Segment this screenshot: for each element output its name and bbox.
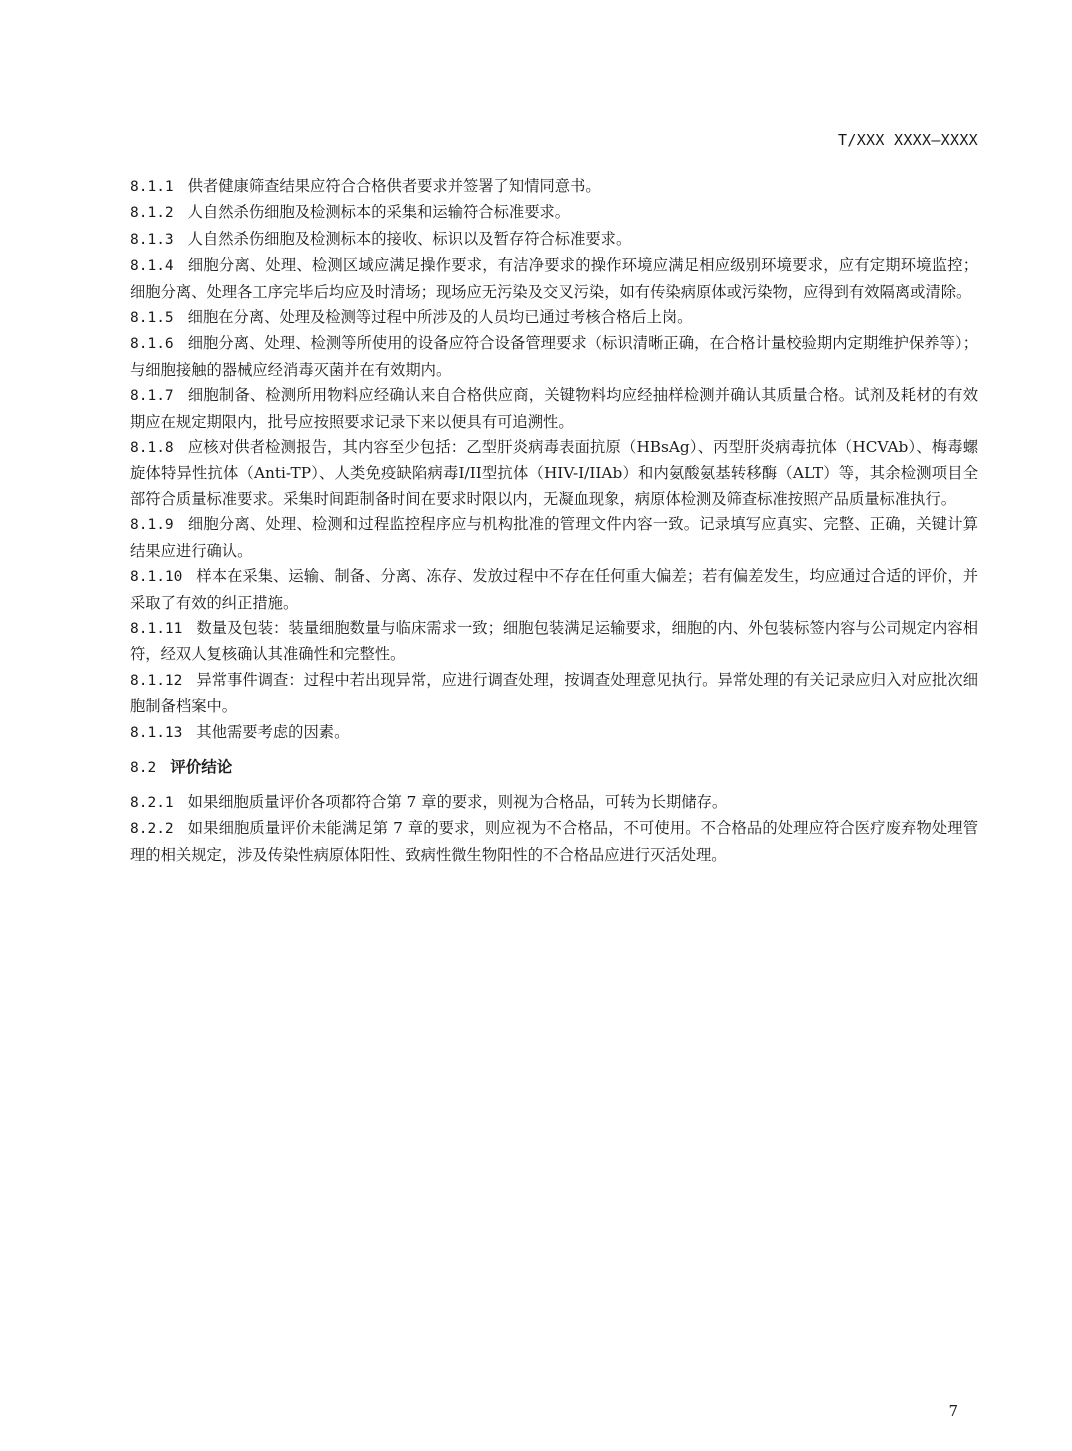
clause-8-1-7 xyxy=(130,383,978,435)
clause-8-2-2 xyxy=(130,816,978,868)
clause-8-1-2 xyxy=(130,200,978,226)
clause-text: 如果细胞质量评价各项都符合第 7 章的要求，则视为合格品，可转为长期储存。 xyxy=(187,792,728,811)
clause-number: 8.2.2 xyxy=(130,821,174,838)
clause-number: 8.1.13 xyxy=(130,724,183,741)
clause-text: 其他需要考虑的因素。 xyxy=(196,722,350,741)
clause-number: 8.1.10 xyxy=(130,569,183,586)
clause-text: 人自然杀伤细胞及检测标本的采集和运输符合标准要求。 xyxy=(187,203,571,222)
clause-text: 供者健康筛查结果应符合合格供者要求并签署了知情同意书。 xyxy=(187,177,601,195)
clause-number: 8.1.7 xyxy=(130,388,174,405)
clause-text: 细胞分离、处理、检测区域应满足操作要求，有洁净要求的操作环境应满足相应级别环境要求，应有定期环境监控；细胞分离、处理各工序完毕后均应及时清场；现场应无污染及交叉污染，如有传染病原体或污染物，应得到有效隔离或清除。 xyxy=(130,256,978,301)
clause-number: 8.2.1 xyxy=(130,794,174,811)
clause-number: 8.1.3 xyxy=(130,231,174,248)
page-number: 7 xyxy=(948,1402,958,1420)
clause-number: 8.1.11 xyxy=(130,620,183,637)
clause-text: 数量及包装：装量细胞数量与临床需求一致；细胞包装满足运输要求，细胞的内、外包装标签内容与公司规定内容相符，经双人复核确认其准确性和完整性。 xyxy=(130,618,978,664)
clause-number: 8.1.2 xyxy=(130,205,174,222)
clause-8-1-10 xyxy=(130,564,978,616)
section-number: 8.2 xyxy=(130,759,157,776)
clause-8-1-13 xyxy=(130,720,978,746)
clause-number: 8.1.9 xyxy=(130,517,174,534)
clause-number: 8.1.4 xyxy=(130,258,174,275)
clause-text: 细胞分离、处理、检测和过程监控程序应与机构批准的管理文件内容一致。记录填写应真实、完整、正确，关键计算结果应进行确认。 xyxy=(130,515,978,560)
clause-8-1-8 xyxy=(130,435,978,512)
clause-text: 人自然杀伤细胞及检测标本的接收、标识以及暂存符合标准要求。 xyxy=(187,229,632,248)
document-code: T/XXX XXXX—XXXX xyxy=(838,131,978,149)
clause-8-1-5 xyxy=(130,305,978,331)
clause-text: 细胞分离、处理、检测等所使用的设备应符合设备管理要求（标识清晰正确，在合格计量校验期内定期维护保养等）；与细胞接触的器械应经消毒灭菌并在有效期内。 xyxy=(130,334,978,379)
document-body xyxy=(130,174,978,868)
section-title: 评价结论 xyxy=(170,757,233,776)
clause-8-1-3 xyxy=(130,227,978,253)
clause-8-1-12 xyxy=(130,668,978,720)
clause-8-1-6 xyxy=(130,331,978,383)
clause-text: 细胞在分离、处理及检测等过程中所涉及的人员均已通过考核合格后上岗。 xyxy=(187,308,693,327)
clause-text: 样本在采集、运输、制备、分离、冻存、发放过程中不存在任何重大偏差；若有偏差发生，均应通过合适的评价，并采取了有效的纠正措施。 xyxy=(130,567,978,612)
clause-text: 应核对供者检测报告，其内容至少包括：乙型肝炎病毒表面抗原（HBsAg）、丙型肝炎病毒抗体（HCVAb）、梅毒螺旋体特异性抗体（Anti-TP）、人类免疫缺陷病毒I/II型抗体（HIV-I/IIAb）和内氨酸氨基转移酶（ALT）等，其余检测项目全部符合质量标准要求。采集时间距制备时间在要求时限以内，无凝血现象，病原体检测及筛查标准按照产品质量标准执行。 xyxy=(130,438,978,508)
clause-text: 细胞制备、检测所用物料应经确认来自合格供应商，关键物料均应经抽样检测并确认其质量合格。试剂及耗材的有效期应在规定期限内，批号应按照要求记录下来以便具有可追溯性。 xyxy=(130,386,978,431)
clause-8-1-11 xyxy=(130,616,978,668)
clause-number: 8.1.5 xyxy=(130,310,174,327)
clause-number: 8.1.8 xyxy=(130,440,174,457)
clause-number: 8.1.12 xyxy=(130,672,183,689)
clause-8-1-9 xyxy=(130,512,978,564)
clause-8-1-4 xyxy=(130,253,978,305)
clause-text: 异常事件调查：过程中若出现异常，应进行调查处理，按调查处理意见执行。异常处理的有关记录应归入对应批次细胞制备档案中。 xyxy=(130,670,978,716)
clause-number: 8.1.1 xyxy=(130,179,174,195)
clause-8-2-1 xyxy=(130,790,978,816)
section-heading-8-2 xyxy=(130,755,978,781)
clause-8-1-1 xyxy=(130,174,978,200)
clause-text: 如果细胞质量评价未能满足第 7 章的要求，则应视为不合格品，不可使用。不合格品的处理应符合医疗废弃物处理管理的相关规定，涉及传染性病原体阳性、致病性微生物阳性的不合格品应进行灭活处理。 xyxy=(130,819,978,864)
clause-number: 8.1.6 xyxy=(130,336,174,353)
